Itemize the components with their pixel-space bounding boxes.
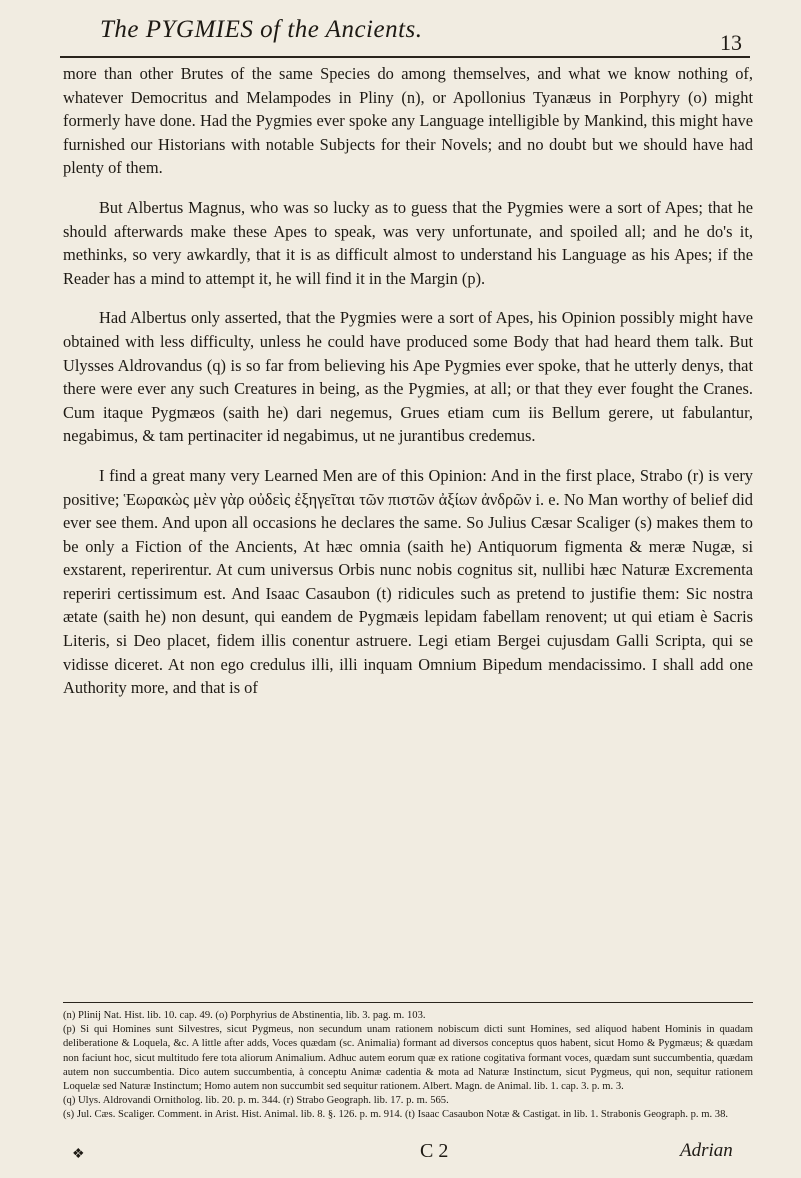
catchword: Adrian (680, 1140, 733, 1161)
footnote: (p) Si qui Homines sunt Silvestres, sicut Pygmeus, non secundum unam rationem nobiscum dicti sunt Homines, sed aliquod habent Hominis in quadam deliberatione & Loquela, &c. A little after adds, Voces quædam (sc. Animalia) formant ad diversos conceptus quos habent, sicut Homo & Pygmæus; & quædam non faciunt hoc, sicut multitudo fere tota aliorum Animalium. Adhuc autem eorum quæ ex ratione cogitativa formant voces, quædam sunt succumbentia, quædam autem non succumbentia. Dico autem succumbentia, à conceptu Animæ cadentia & mota ad Naturæ Instinctum, sicut Pygmeus, qui non, sequitur rationem Loquelæ sed Naturæ Instinctum; Homo autem non succumbit sed sequitur rationem. Albert. Magn. de Animal. lib. 1. cap. 3. p. m. 3. (63, 1024, 753, 1093)
page-number: 13 (720, 30, 742, 55)
footnotes (63, 1002, 753, 1123)
footnote: (n) Plinij Nat. Hist. lib. 10. cap. 49. (o) Porphyrius de Abstinentia, lib. 3. pag. m. 103. (63, 1010, 426, 1021)
main-text (63, 62, 753, 716)
footnote: (s) Jul. Cæs. Scaliger. Comment. in Arist. Hist. Animal. lib. 8. §. 126. p. m. 914. (t) Isaac Casaubon Notæ & Castigat. in lib. 1. Strabonis Geograph. p. m. 38. (63, 1109, 729, 1121)
running-title: The PYGMIES of the Ancients. (100, 16, 423, 43)
paragraph: But Albertus Magnus, who was so lucky as to guess that the Pygmies were a sort of Apes; that he should afterwards make these Apes to speak, was very unfortunate, and spoiled all; and he do's it, methinks, so very awkardly, that it is as difficult almost to understand his Language as his Apes; if the Reader has a mind to attempt it, he will find it in the Margin (p). (63, 197, 753, 288)
signature-mark: C 2 (420, 1140, 449, 1162)
footnote: (q) Ulys. Aldrovandi Ornitholog. lib. 20. p. m. 344. (r) Strabo Geograph. lib. 17. p. m. 565. (63, 1095, 449, 1107)
printer-ornament: ❖ (72, 1147, 85, 1162)
paragraph: Had Albertus only asserted, that the Pygmies were a sort of Apes, his Opinion possibly might have obtained with less difficulty, unless he could have produced some Body that had heard them talk. But Ulysses Aldrovandus (q) is so far from believing his Ape Pygmies ever spoke, that he utterly denys, that there were ever any such Creatures in being, as the Pygmies, at all; or that they ever fought the Cranes. Cum itaque Pygmæos (saith he) dari negemus, Grues etiam cum iis Bellum gerere, ut fabulantur, negabimus, & tam pertinaciter id negabimus, ut ne jurantibus credemus. (63, 308, 753, 446)
paragraph: more than other Brutes of the same Species do among themselves, and what we know nothing of, whatever Democritus and Melampodes in Pliny (n), or Apollonius Tyanæus in Porphyry (o) might formerly have done. Had the Pygmies ever spoke any Language intelligible by Mankind, this might have furnished our Historians with notable Subjects for their Novels; and no doubt but we should have had plenty of them. (63, 64, 753, 178)
page-header (60, 12, 750, 58)
paragraph: I find a great many very Learned Men are of this Opinion: And in the first place, Strabo (r) is very positive; Ἑωρακὼς μὲν γὰρ οὐδεὶς ἐξηγεῖται τῶν πιστῶν ἀξίων ἀνδρῶν i. e. No Man worthy of belief did ever see them. And upon all occasions he declares the same. So Julius Cæsar Scaliger (s) makes them to be only a Fiction of the Ancients, At hæc omnia (saith he) Antiquorum figmenta & meræ Nugæ, si exstarent, reperirentur. At cum universus Orbis nunc nobis cognitus sit, nullibi hæc Naturæ Excrementa reperiri certissimum est. And Isaac Casaubon (t) ridicules such as pretend to justifie them: Sic nostra ætate (saith he) non desunt, qui eandem de Pygmæis lepidam fabellam renovent; ut qui etiam è Sacris Literis, si Deo placet, fidem illis conentur astruere. Legi etiam Bergei cujusdam Galli Scripta, qui se vidisse diceret. At non ego credulus illi, illi inquam Omnium Bipedum mendacissimo. I shall add one Authority more, and that is of (63, 465, 753, 698)
